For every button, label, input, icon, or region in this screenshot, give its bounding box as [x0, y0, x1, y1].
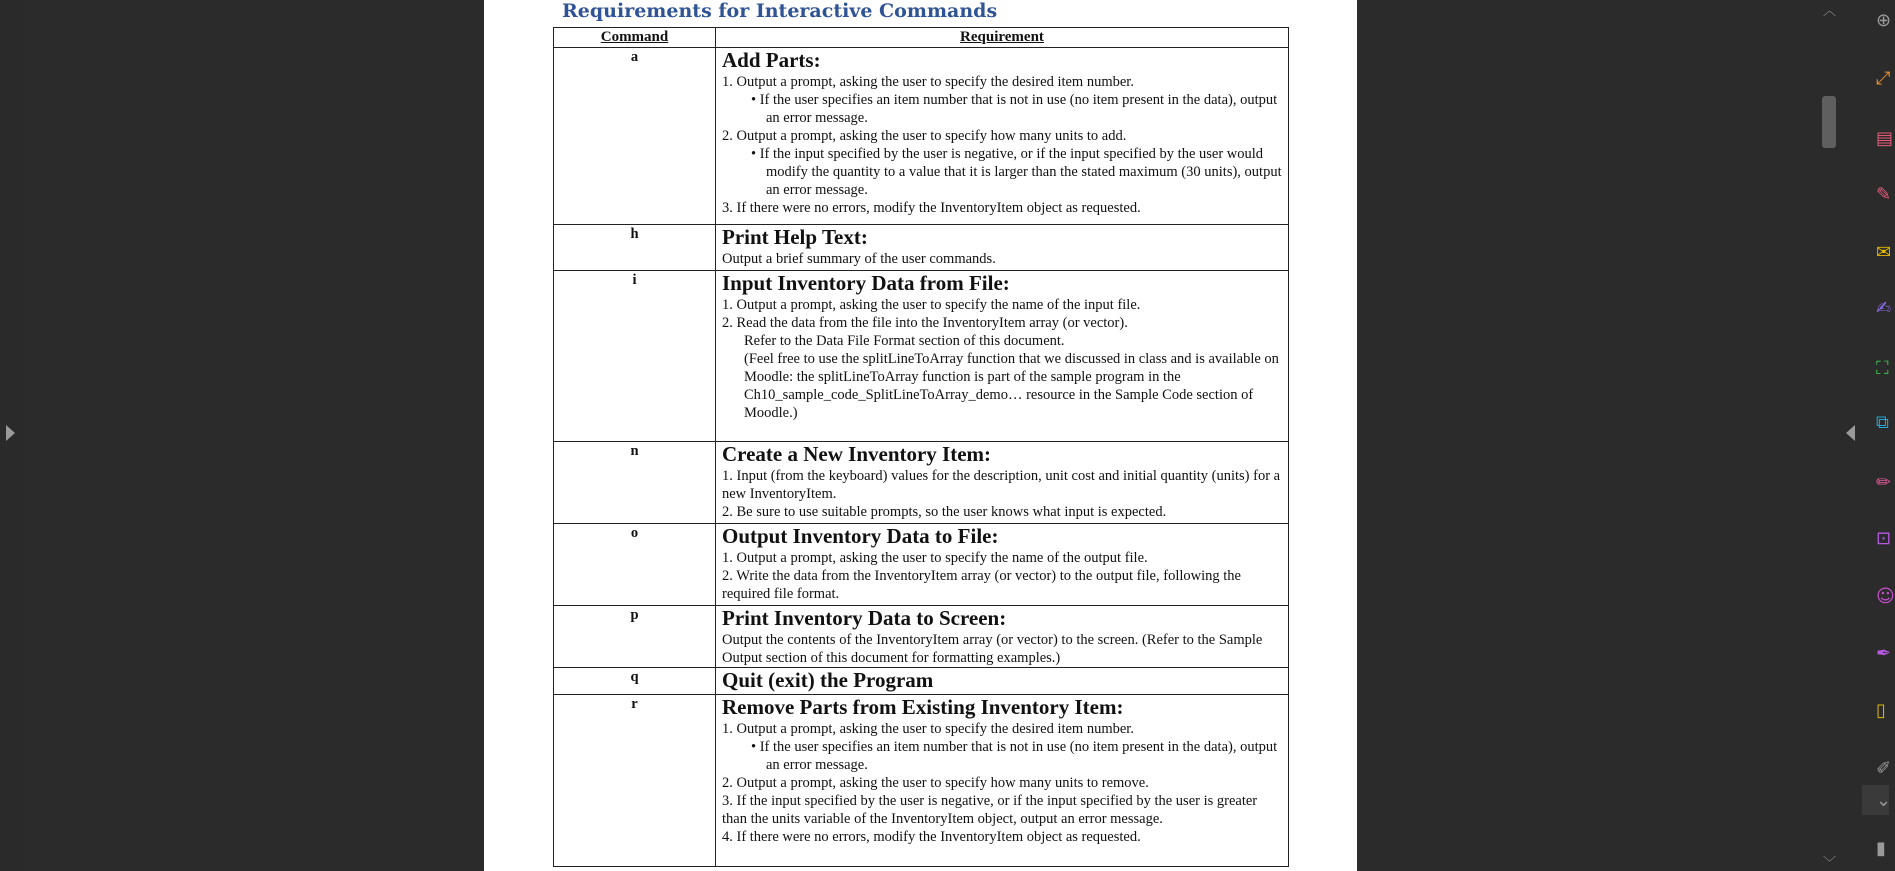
requirement-title: Create a New Inventory Item: [722, 442, 992, 466]
requirement-line: 2. Output a prompt, asking the user to specify how many units to add. [722, 128, 1127, 144]
bottom-tool-icon[interactable]: ▮ [1876, 838, 1886, 859]
requirement-line: 1. Input (from the keyboard) values for the description, unit cost and initial quantity (units) for a new InventoryItem. [722, 468, 1281, 502]
requirement-cell [716, 524, 1289, 606]
table-header-row [554, 28, 1289, 48]
requirement-cell [716, 668, 1289, 695]
requirement-line: • If the user specifies an item number that is not in use (no item present in the data), output an error message. [751, 739, 1278, 773]
requirement-title: Remove Parts from Existing Inventory Item: [722, 695, 1124, 719]
scrollbar-thumb[interactable] [1822, 96, 1836, 148]
requirement-title: Add Parts: [722, 48, 821, 72]
requirement-line: Output a brief summary of the user commands. [722, 251, 996, 267]
requirement-cell [716, 695, 1289, 867]
table-row [554, 606, 1289, 668]
highlight-icon[interactable]: ✏ [1876, 472, 1892, 493]
command-key: r [554, 695, 716, 867]
collapse-right-pane-icon[interactable] [1846, 425, 1855, 441]
command-key: h [554, 225, 716, 271]
pdf-page [484, 0, 1357, 871]
requirement-line: 4. If there were no errors, modify the InventoryItem object as requested. [722, 829, 1141, 845]
requirement-line: 2. Write the data from the InventoryItem array (or vector) to the output file, following the required file format. [722, 568, 1241, 602]
command-key: o [554, 524, 716, 606]
requirement-line: 2. Output a prompt, asking the user to specify how many units to remove. [722, 775, 1149, 791]
table-row [554, 48, 1289, 225]
requirement-cell [716, 48, 1289, 225]
requirement-cell [716, 225, 1289, 271]
requirement-title: Quit (exit) the Program [722, 668, 934, 692]
table-row [554, 271, 1289, 442]
notes-icon[interactable]: ▯ [1876, 700, 1886, 721]
command-key: p [554, 606, 716, 668]
table-row [554, 668, 1289, 695]
table-row [554, 524, 1289, 606]
export-pdf-icon[interactable]: ⤢ [1876, 68, 1891, 89]
requirement-title: Output Inventory Data to File: [722, 524, 999, 548]
expand-left-panel-icon[interactable] [6, 425, 15, 441]
comment-icon[interactable]: ✉ [1876, 242, 1892, 263]
requirement-cell [716, 271, 1289, 442]
requirement-line: 1. Output a prompt, asking the user to specify the name of the output file. [722, 550, 1148, 566]
sign-icon[interactable]: ✒ [1876, 643, 1892, 664]
organize-pages-icon[interactable]: ▤ [1876, 128, 1894, 149]
requirement-line: (Feel free to use the splitLineToArray function that we discussed in class and is available on Moodle: the splitLineToArray function is part of the sample program in the Ch10_sample_code_SplitLineToArray_demo… resource in the Sample Code section of Moodle.) [744, 351, 1279, 421]
requirement-line: Refer to the Data File Format section of this document. [744, 333, 1065, 349]
header-requirement: Requirement [716, 28, 1289, 48]
requirement-line: 2. Read the data from the file into the InventoryItem array (or vector). [722, 315, 1128, 331]
requirement-cell [716, 606, 1289, 668]
table-row [554, 442, 1289, 524]
edit-pdf-icon[interactable]: ✎ [1876, 184, 1892, 205]
requirement-line: Output the contents of the InventoryItem array (or vector) to the screen. (Refer to the Sample Output section of this document for formatting examples.) [722, 632, 1263, 666]
requirement-line: 3. If there were no errors, modify the InventoryItem object as requested. [722, 200, 1141, 216]
fill-sign-icon[interactable]: ✍ [1876, 298, 1892, 319]
zoom-icon[interactable]: ⊕ [1876, 10, 1892, 31]
requirements-table [553, 27, 1289, 867]
requirement-line: • If the user specifies an item number that is not in use (no item present in the data), output an error message. [751, 92, 1278, 126]
command-key: i [554, 271, 716, 442]
requirement-line: 1. Output a prompt, asking the user to specify the desired item number. [722, 721, 1134, 737]
share-icon[interactable]: ☺ [1876, 586, 1895, 607]
requirement-line: • If the input specified by the user is negative, or if the input specified by the user would modify the quantity to a value that it is larger than the stated maximum (30 units), output an error message. [751, 146, 1282, 198]
requirement-title: Print Inventory Data to Screen: [722, 606, 1007, 630]
scroll-down-icon[interactable]: ﹀ [1823, 856, 1837, 871]
requirement-line: 2. Be sure to use suitable prompts, so the user knows what input is expected. [722, 504, 1167, 520]
requirement-title: Input Inventory Data from File: [722, 271, 1010, 295]
section-heading: Requirements for Interactive Commands [562, 0, 998, 22]
command-key: a [554, 48, 716, 225]
more-tools-icon[interactable]: ✐ [1876, 758, 1892, 779]
compress-icon[interactable]: ⧉ [1876, 412, 1889, 433]
requirement-line: 1. Output a prompt, asking the user to specify the desired item number. [722, 74, 1134, 90]
header-command: Command [554, 28, 716, 48]
protect-icon[interactable]: ⊡ [1876, 528, 1892, 549]
scroll-up-icon[interactable]: ︿ [1823, 4, 1837, 19]
requirement-line: 3. If the input specified by the user is negative, or if the input specified by the user is greater than the units variable of the InventoryItem object, output an error message. [722, 793, 1258, 827]
collapse-icon[interactable]: ⌄ [1876, 790, 1892, 811]
table-row [554, 695, 1289, 867]
table-row [554, 225, 1289, 271]
command-key: q [554, 668, 716, 695]
scan-icon[interactable]: ⛶ [1876, 358, 1889, 379]
requirement-title: Print Help Text: [722, 225, 868, 249]
command-key: n [554, 442, 716, 524]
requirement-line: 1. Output a prompt, asking the user to specify the name of the input file. [722, 297, 1141, 313]
requirement-cell [716, 442, 1289, 524]
